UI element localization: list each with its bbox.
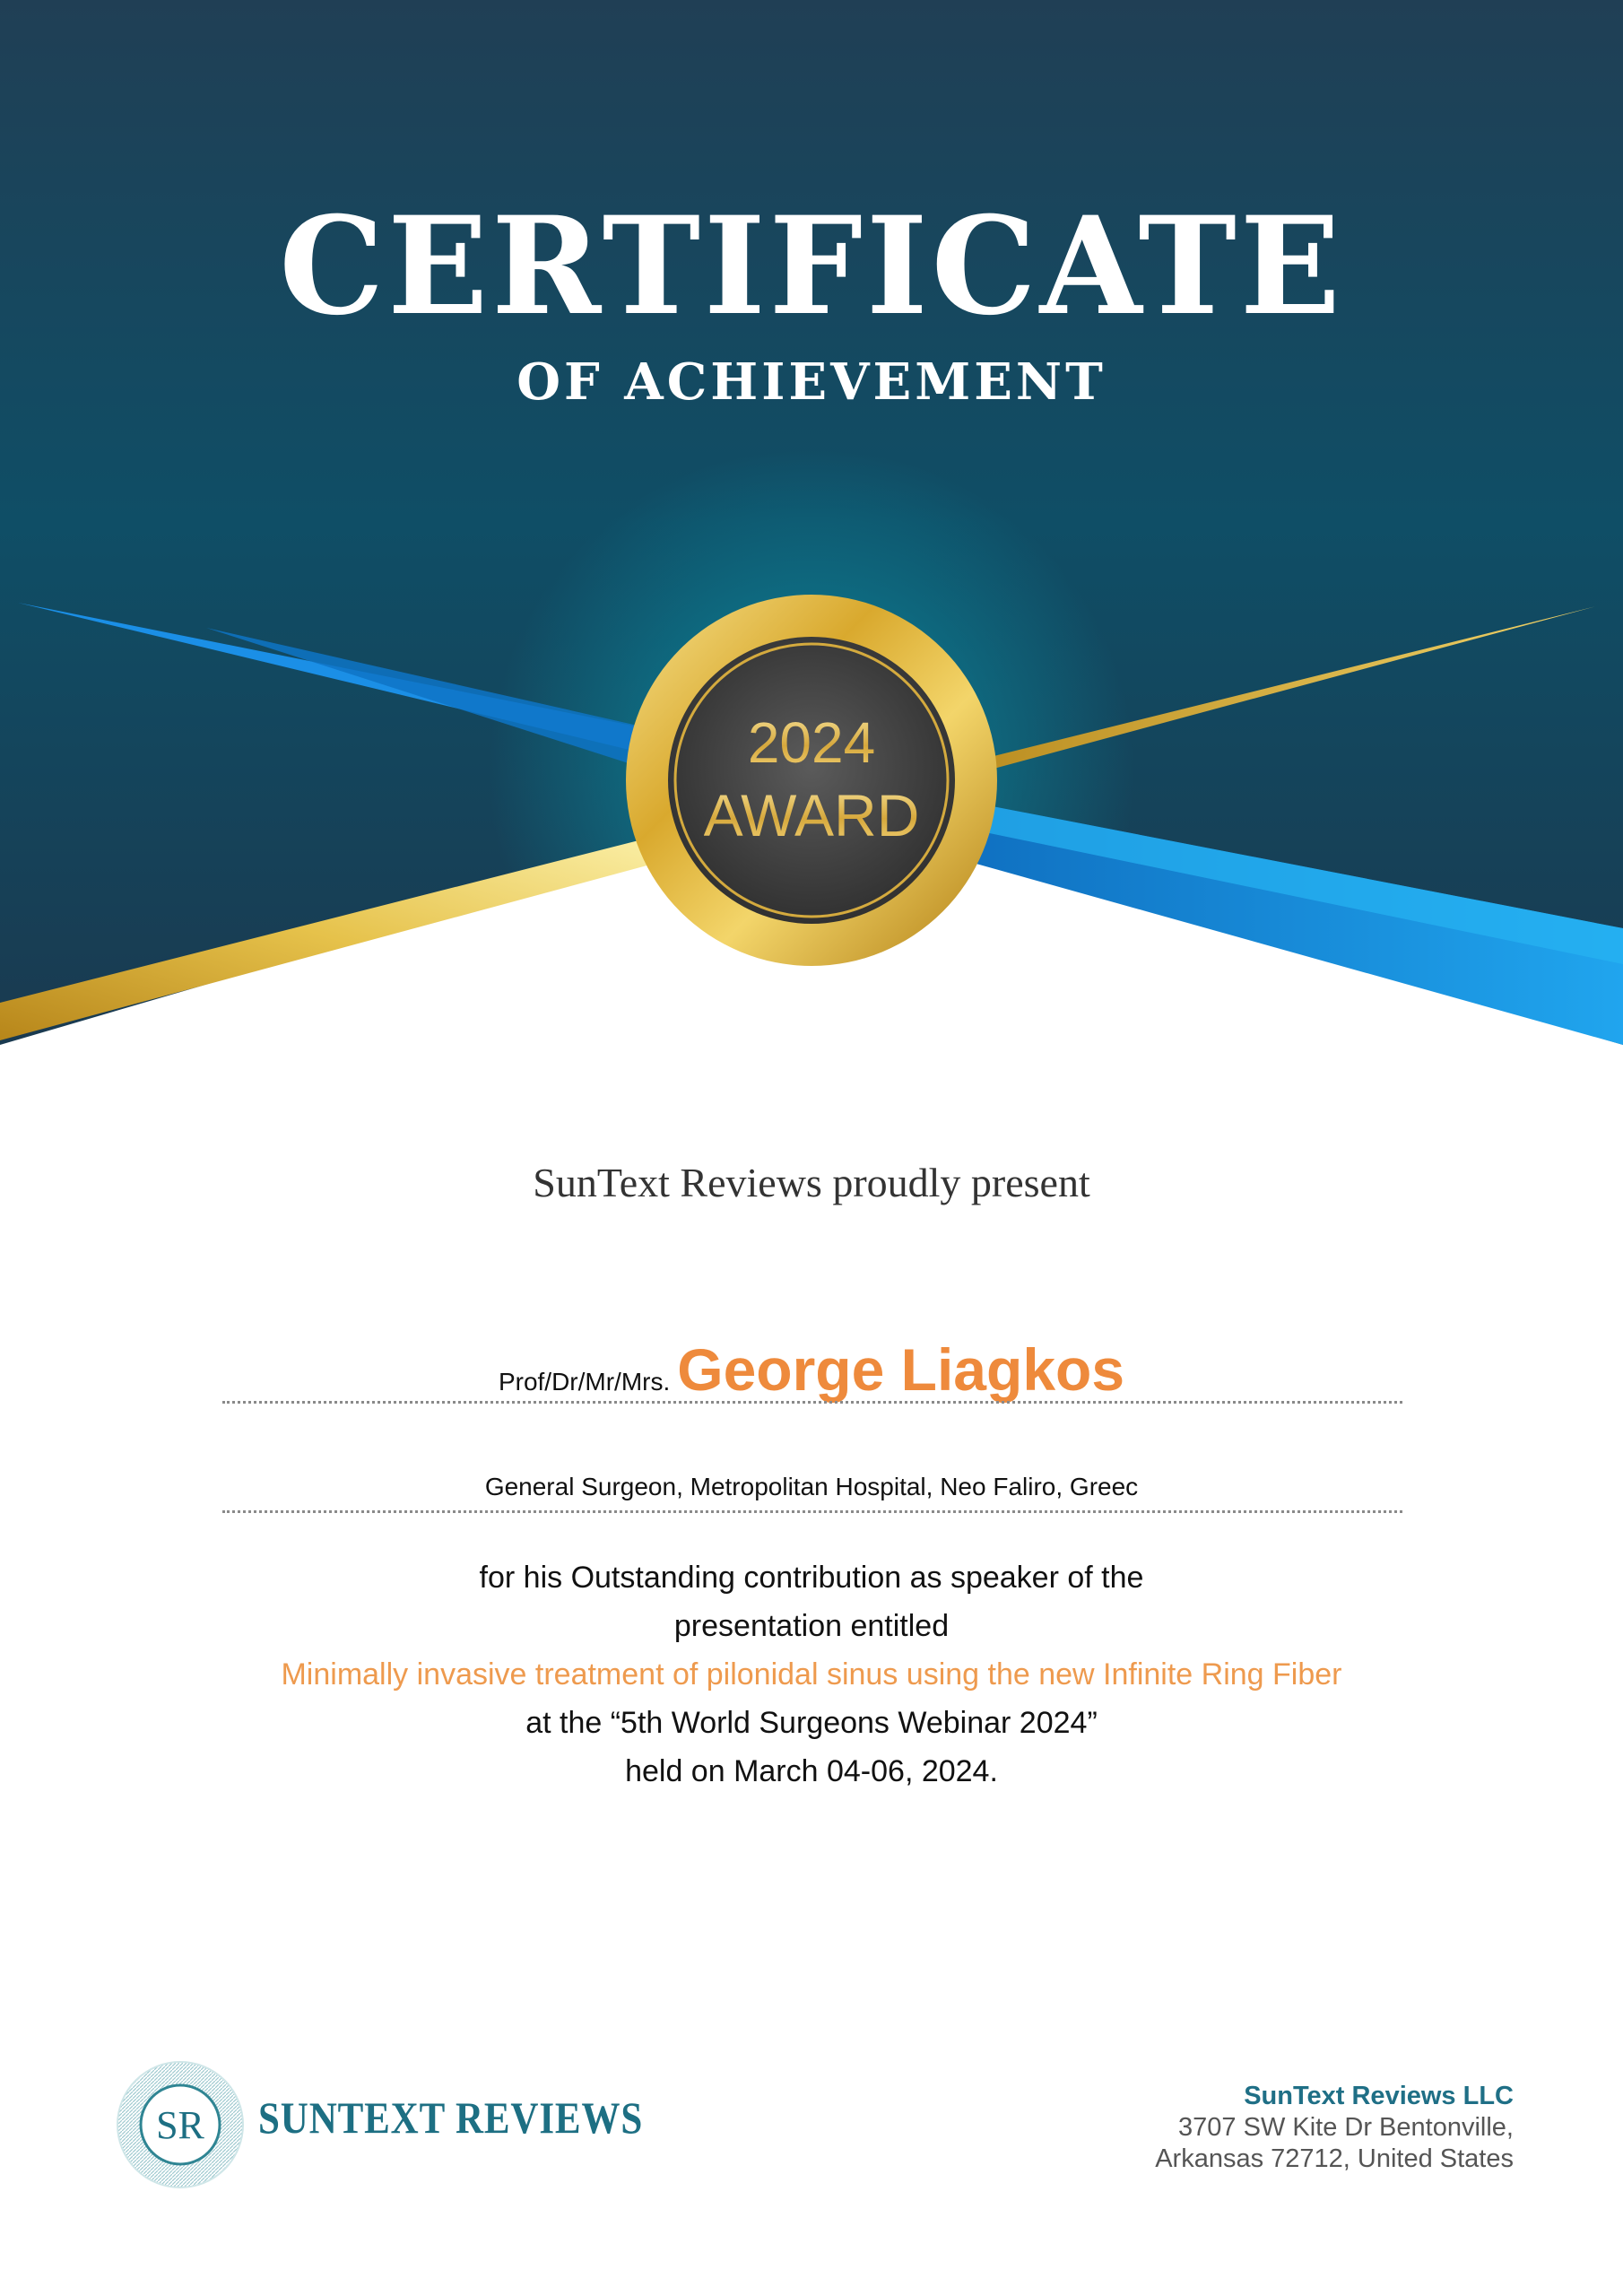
event-name: at the “5th World Surgeons Webinar 2024”	[525, 1706, 1098, 1740]
certificate-subtitle: OF ACHIEVEMENT	[516, 352, 1107, 412]
logo-monogram: SR	[156, 2103, 204, 2147]
award-medal	[626, 595, 997, 966]
logo-wordmark: SUNTEXT REVIEWS	[258, 2092, 644, 2143]
event-date: held on March 04-06, 2024.	[625, 1754, 998, 1788]
address-line: Arkansas 72712, United States	[1155, 2144, 1514, 2173]
presentation-title: Minimally invasive treatment of pilonidal sinus using the new Infinite Ring Fiber	[281, 1657, 1342, 1692]
recipient-affiliation: General Surgeon, Metropolitan Hospital, Neo Faliro, Greec	[484, 1473, 1139, 1500]
dotted-divider	[222, 1401, 1402, 1404]
header-banner	[0, 0, 1623, 1049]
company-name: SunText Reviews LLC	[1244, 2082, 1514, 2110]
address-line: 3707 SW Kite Dr Bentonville,	[1178, 2112, 1514, 2142]
medal-year: 2024	[747, 710, 876, 775]
recipient-name: George Liagkos	[677, 1336, 1125, 1403]
suntext-logo-icon	[115, 2059, 246, 2190]
company-address-block	[1155, 2081, 1514, 2174]
recipient-prefix: Prof/Dr/Mr/Mrs.	[498, 1368, 671, 1396]
certificate-title: CERTIFICATE	[279, 187, 1344, 345]
dotted-divider	[222, 1510, 1402, 1513]
medal-award-label: AWARD	[703, 782, 920, 848]
recipient-line	[0, 1336, 1623, 1403]
citation-line: presentation entitled	[673, 1609, 950, 1643]
citation-line: for his Outstanding contribution as speaker of the	[479, 1561, 1144, 1595]
presenter-line: SunText Reviews proudly present	[533, 1160, 1090, 1205]
